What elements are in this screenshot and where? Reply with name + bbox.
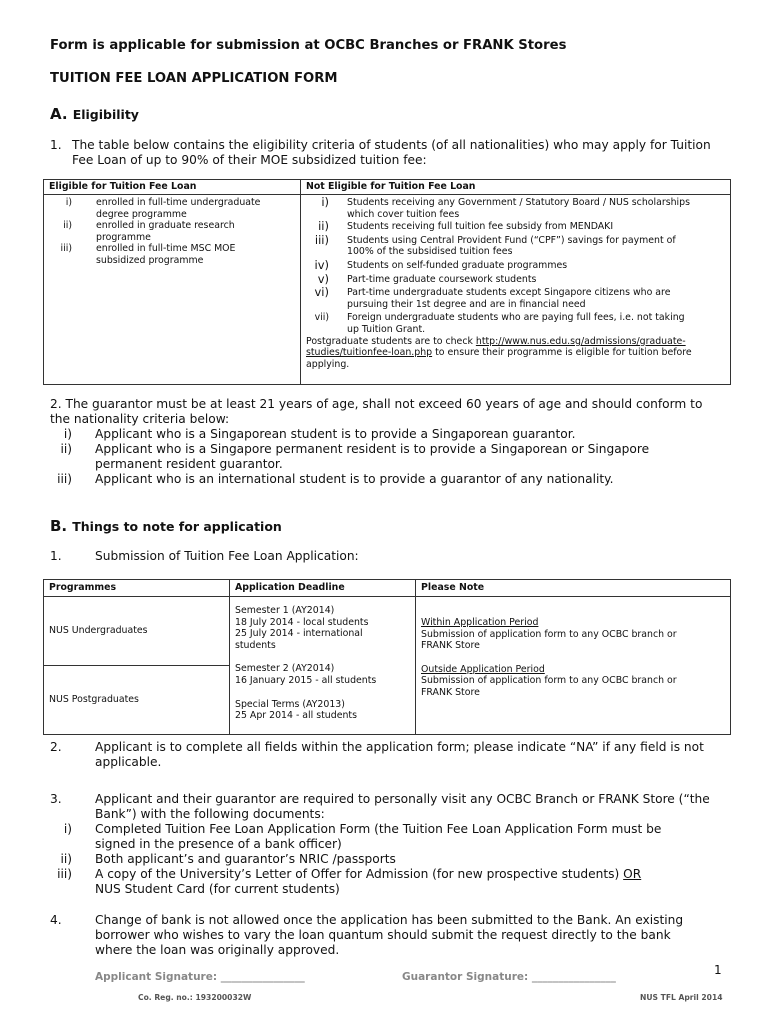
item-number: 2. <box>50 740 62 754</box>
item-1-line-1: The table below contains the eligibility criteria of students (of all nationalities) who may apply for Tuition <box>72 138 711 152</box>
not-eligible-item: ii) Students receiving full tuition fee subsidy from MENDAKI <box>318 219 614 234</box>
please-note-header: Please Note <box>416 580 731 597</box>
eligibility-table <box>43 179 731 385</box>
form-code: NUS TFL April 2014 <box>640 993 723 1002</box>
eligible-item: ii) enrolled in graduate research programme <box>63 220 235 243</box>
item-number: 1. <box>50 138 62 152</box>
not-eligible-cell <box>301 195 731 385</box>
not-eligible-item: iv) Students on self-funded graduate programmes <box>314 257 568 272</box>
nus-tuition-loan-link[interactable]: studies/tuitionfee-loan.php <box>306 347 433 359</box>
not-eligible-item: v) Part-time graduate coursework students <box>317 271 537 286</box>
special-term-deadlines: Special Terms (AY2013) 25 Apr 2014 - all students <box>235 698 357 722</box>
section-b-title: Things to note for application <box>72 519 282 534</box>
section-b-item-2: 2. Applicant is to complete all fields within the application form; please indicate “NA” if any field is not applicable. <box>50 740 704 769</box>
deadline-header: Application Deadline <box>230 580 416 597</box>
eligible-cell <box>44 195 301 385</box>
application-table <box>43 579 731 735</box>
section-a-item-2 <box>50 397 702 487</box>
please-note-cell: Within Application Period Submission of application form to any OCBC branch or FRANK Store Outside Application Period Submission of application form to any OCBC branch or FRANK Store <box>416 597 731 735</box>
guarantor-item: ii) Applicant who is a Singapore permanent resident is to provide a Singaporean or Singapore permanent resident guarantor. <box>60 442 650 471</box>
item-number: 4. <box>50 913 62 927</box>
semester-1-deadlines: Semester 1 (AY2014) 18 July 2014 - local students 25 July 2014 - international students <box>235 605 369 651</box>
guarantor-item: iii) Applicant who is an international student is to provide a guarantor of any nationality. <box>57 472 614 486</box>
company-registration: Co. Reg. no.: 193200032W <box>138 993 252 1002</box>
nus-admissions-link[interactable]: http://www.nus.edu.sg/admissions/graduate- <box>475 335 686 347</box>
form-applicable-note: Form is applicable for submission at OCBC Branches or FRANK Stores <box>50 38 567 53</box>
item-1-line-2: Fee Loan of up to 90% of their MOE subsidized tuition fee: <box>72 153 427 167</box>
not-eligible-item: vi) Part-time undergraduate students except Singapore citizens who are pursuing their 1st degree and are in financial need <box>314 285 671 310</box>
document-item: iii) A copy of the University’s Letter of Offer for Admission (for new prospective students) OR NUS Student Card (for current students) <box>57 867 642 896</box>
not-eligible-header: Not Eligible for Tuition Fee Loan <box>301 180 731 195</box>
eligible-item: i) enrolled in full-time undergraduate degree programme <box>65 197 261 220</box>
section-a-item-1 <box>50 138 711 168</box>
semester-2-deadlines: Semester 2 (AY2014) 16 January 2015 - all students <box>235 663 377 686</box>
document-item: i) Completed Tuition Fee Loan Application Form (the Tuition Fee Loan Application Form must be signed in the presence of a bank officer) <box>63 822 662 851</box>
eligible-header: Eligible for Tuition Fee Loan <box>44 180 301 195</box>
section-b-item-4: 4. Change of bank is not allowed once the application has been submitted to the Bank. An existing borrower who wishes to vary the loan quantum should submit the request directly to the bank where the loan was originally approved. <box>50 913 684 957</box>
deadline-cell <box>230 597 416 735</box>
postgrad-cell: NUS Postgraduates <box>44 666 230 735</box>
guarantor-signature-line: Guarantor Signature: ________________ <box>402 971 616 983</box>
not-eligible-item: iii) Students using Central Provident Fund (“CPF”) savings for payment of 100% of the subsidised tuition fees <box>314 232 676 258</box>
section-a-heading <box>50 104 139 123</box>
document-item: ii) Both applicant’s and guarantor’s NRIC /passports <box>60 852 396 866</box>
section-b-item-3: 3. Applicant and their guarantor are required to personally visit any OCBC Branch or FRANK Store (“the Bank”) with the following documents: i) Completed Tuition Fee Loan Application Form (the Tuition Fee Loan Application Form must be signed in the presence of a bank officer) ii) Both applicant’s and guarantor’s NRIC /passports iii) A copy of the University’s Letter of Offer for Admission (for new prospective students) OR NUS Student Card (for current students) <box>50 792 710 896</box>
postgrad-note: Postgraduate students are to check http://www.nus.edu.sg/admissions/graduate- studies/tuitionfee-loan.php to ensure their programme is eligible for tuition before applying. <box>306 335 692 370</box>
applicant-signature-line: Applicant Signature: ________________ <box>95 971 305 983</box>
form-title: TUITION FEE LOAN APPLICATION FORM <box>50 71 338 86</box>
section-a-title: Eligibility <box>72 107 139 122</box>
not-eligible-item: i) Students receiving any Government / Statutory Board / NUS scholarships which cover tuition fees <box>321 195 690 220</box>
outside-period-title: Outside Application Period <box>421 663 545 675</box>
or-text: OR <box>623 867 642 881</box>
item-2-line-2: the nationality criteria below: <box>50 412 230 426</box>
page-number: 1 <box>714 963 722 977</box>
item-number: 1. <box>50 549 62 563</box>
section-b-item-1 <box>50 549 359 564</box>
item-2-line-1: 2. The guarantor must be at least 21 years of age, shall not exceed 60 years of age and should conform to <box>50 397 703 411</box>
section-a-letter: A. <box>50 105 68 123</box>
not-eligible-item: vii) Foreign undergraduate students who are paying full fees, i.e. not taking up Tuition Grant. <box>314 312 685 335</box>
programmes-header: Programmes <box>44 580 230 597</box>
item-1-text: Submission of Tuition Fee Loan Application: <box>95 549 359 563</box>
within-period-title: Within Application Period <box>421 617 539 628</box>
section-b-letter: B. <box>50 517 68 535</box>
eligible-item: iii) enrolled in full-time MSC MOE subsidized programme <box>60 243 236 266</box>
section-b-heading <box>50 516 282 535</box>
item-number: 3. <box>50 792 62 806</box>
guarantor-item: i) Applicant who is a Singaporean student is to provide a Singaporean guarantor. <box>63 427 576 441</box>
undergrad-cell: NUS Undergraduates <box>44 597 230 666</box>
